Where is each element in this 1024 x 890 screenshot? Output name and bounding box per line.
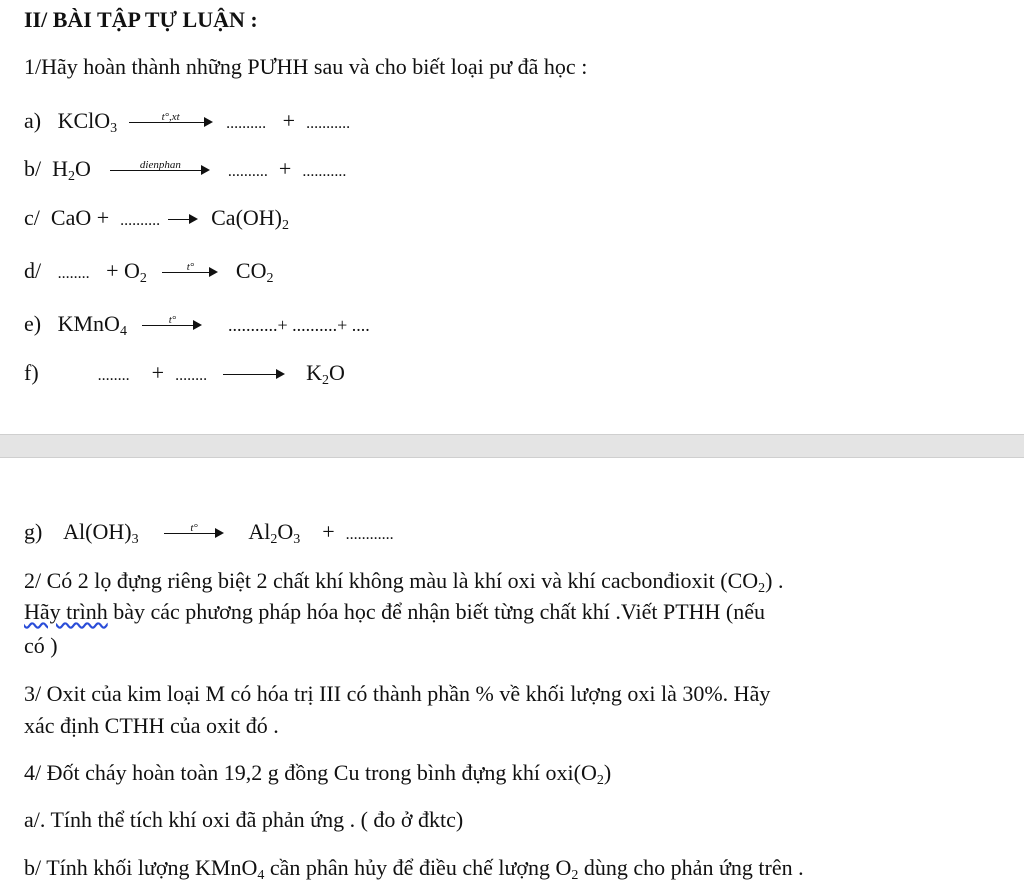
reaction-d-condition: t° [186,261,195,273]
reaction-arrow-icon [129,107,213,135]
reaction-c-product: $Ca(OH)_2$ [211,205,289,233]
reaction-b-plus: + [278,156,292,181]
reaction-c-blank: .......... [120,212,161,229]
reaction-d [24,257,273,293]
q2-line-3: có ) [24,633,58,658]
q4-part-a: a/. Tính thể tích khí oxi đã phản ứng . ( đo ở đktc) [24,807,464,832]
reaction-a-label: a) [24,108,42,133]
reaction-f-label: f) [24,360,39,385]
q2-line-1: 2/ Có 2 lọ đựng riêng biệt 2 chất khí không màu là khí oxi và khí cacbonđioxit $(CO_2)$ . [24,568,784,596]
reaction-g-blank: ............ [345,526,394,543]
reaction-d-blank: ........ [57,265,90,282]
reaction-a-condition: t°,xt [161,111,180,123]
reaction-a-plus: + [282,108,296,133]
reaction-g-plus: + [322,519,335,544]
spellcheck-underline: Hãy trình [24,599,108,624]
reaction-arrow-icon [164,518,224,546]
q4-line-1: 4/ Đốt cháy hoàn toàn 19,2 g đồng Cu trong bình đựng khí $oxi(O_2)$ [24,760,612,788]
reaction-arrow-icon [223,359,285,387]
reaction-b-blank-1: .......... [227,163,268,180]
reaction-a-reactant: KClO$_3$ [57,108,118,136]
reaction-c-lhs: CaO + [50,205,110,230]
reaction-b-condition: dienphan [139,159,181,171]
reaction-arrow-icon [168,204,198,232]
reaction-d-product: $CO_2$ [235,258,274,286]
reaction-arrow-icon [142,310,202,338]
reaction-c-label: c/ [24,205,40,230]
reaction-b-label: b/ [24,156,42,181]
reaction-d-oxygen: + $O_2$ [106,258,147,286]
reaction-e-reactant: KMnO$_4$ [57,311,127,339]
reaction-e-products: ...........+ ..........+ .... [227,315,370,335]
reaction-arrow-icon [110,155,210,183]
reaction-b-reactant: $H_2O$ [52,156,91,184]
reaction-g-label: g) [24,519,43,544]
reaction-e [24,310,370,346]
reaction-a [24,107,350,143]
q2-line-2: Hãy trình bày các phương pháp hóa học để nhận biết từng chất khí .Viết PTHH (nếu [24,599,766,624]
reaction-g-product: $Al_2O_3$ [248,519,301,547]
reaction-e-label: e) [24,311,42,336]
reaction-c [24,204,289,240]
reaction-f-plus: + [151,360,165,385]
reaction-a-blank-1: .......... [226,115,267,132]
reaction-e-condition: t° [168,314,177,326]
q3-line-1: 3/ Oxit của kim loại M có hóa trị III có thành phần % về khối lượng oxi là 30%. Hãy [24,681,771,706]
reaction-arrow-icon [162,257,218,285]
reaction-d-label: d/ [24,258,42,283]
reaction-g-condition: t° [190,522,198,534]
q3-line-2: xác định CTHH của oxit đó . [24,713,279,738]
page-break-divider [0,434,1024,458]
reaction-b-blank-2: ........... [302,163,347,180]
reaction-f [24,359,345,395]
reaction-f-blank-1: ........ [97,367,130,384]
reaction-f-blank-2: ........ [175,367,208,384]
q4-part-b: b/ Tính khối lượng KMnO$_4$ cần phân hủy để điều chế lượng $O_2$ dùng cho phản ứng trên . [24,855,804,883]
reaction-g [24,518,394,554]
q1-prompt: 1/Hãy hoàn thành những PƯHH sau và cho biết loại pư đã học : [24,54,588,79]
section-title: II/ BÀI TẬP TỰ LUẬN : [24,7,258,32]
reaction-g-reactant: $Al(OH)_3$ [63,519,139,547]
reaction-f-product: $K_2O$ [306,360,345,388]
reaction-b [24,155,346,191]
reaction-a-blank-2: ........... [306,115,351,132]
